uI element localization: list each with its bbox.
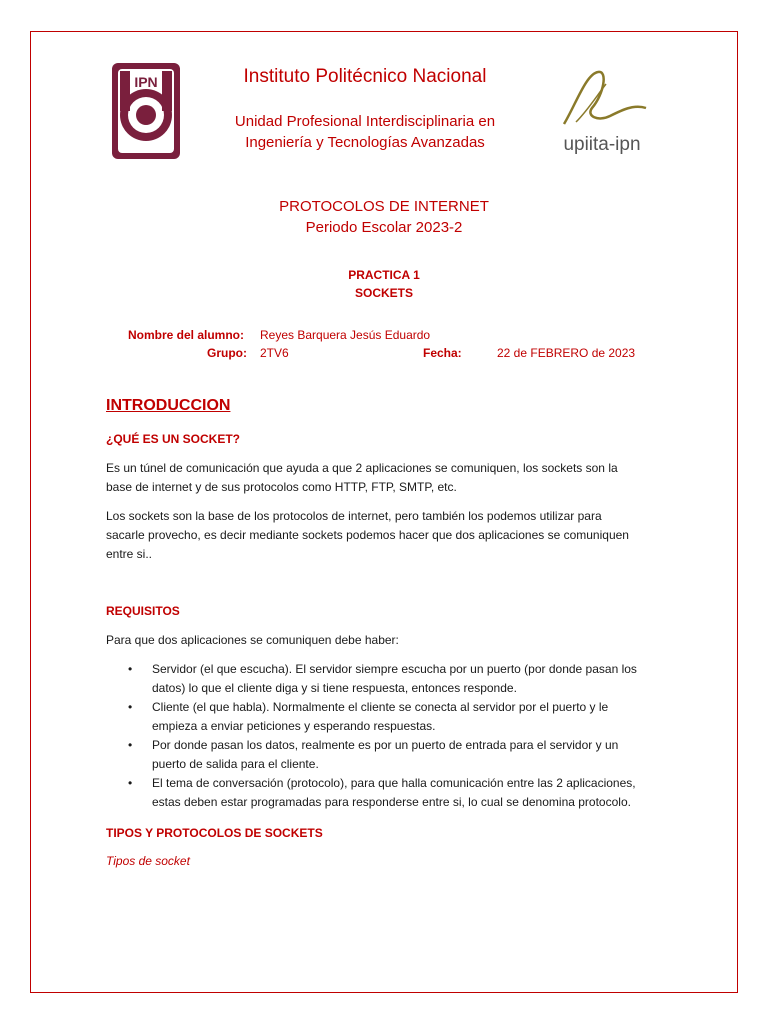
list-item [128, 698, 668, 736]
text-line: empieza a enviar peticiones y esperando respuestas. [152, 719, 436, 733]
text-line: estas deben estar programadas para responderse entre si, lo cual se denomina protocolo. [152, 795, 631, 809]
practice-number: PRACTICA 1 [348, 268, 420, 282]
text-line: datos) lo que el cliente diga y si tiene respuesta, entonces responde. [152, 681, 517, 695]
text-line: • Por donde pasan los datos, realmente es por un puerto de entrada para el servidor y un [152, 738, 619, 752]
text-line: entre si.. [106, 547, 153, 561]
list-item [128, 660, 668, 698]
text-line: sacarle provecho, es decir mediante sockets podemos hacer que dos aplicaciones se comuniquen [106, 528, 629, 542]
requirements-intro: Para que dos aplicaciones se comuniquen debe haber: [106, 633, 399, 647]
what-heading: ¿QUÉ ES UN SOCKET? [106, 432, 241, 446]
course-period: Periodo Escolar 2023-2 [305, 219, 463, 236]
text-line: Los sockets son la base de los protocolos de internet, pero también los podemos utilizar para [106, 509, 602, 523]
text-line: Es un túnel de comunicación que ayuda a que 2 aplicaciones se comuniquen, los sockets son la [106, 461, 618, 475]
date-value: 22 de FEBRERO de 2023 [497, 346, 636, 360]
what-paragraph-1 [106, 459, 666, 497]
group-label: Grupo: [207, 346, 247, 360]
ipn-logo-text: IPN [134, 74, 158, 90]
unit-title-line-1: Unidad Profesional Interdisciplinaria en [234, 113, 496, 130]
text-line: • El tema de conversación (protocolo), para que halla comunicación entre las 2 aplicaciones, [152, 776, 636, 790]
upiita-logo-text: upiita-ipn [563, 134, 641, 155]
list-item [128, 736, 668, 774]
unit-title-line-2: Ingeniería y Tecnologías Avanzadas [245, 134, 485, 151]
text-line: puerto de salida para el cliente. [152, 757, 319, 771]
upiita-logo-icon [546, 64, 658, 156]
practice-topic: SOCKETS [354, 286, 413, 300]
types-heading: TIPOS Y PROTOCOLOS DE SOCKETS [106, 826, 323, 840]
course-name: PROTOCOLOS DE INTERNET [279, 198, 489, 215]
ipn-logo-icon [106, 55, 186, 165]
student-name-value: Reyes Barquera Jesús Eduardo [260, 328, 431, 342]
unit-title [190, 111, 540, 153]
text-line: base de internet y de sus protocolos como HTTP, FTP, SMTP, etc. [106, 480, 457, 494]
student-name-label: Nombre del alumno: [128, 328, 245, 342]
what-paragraph-2 [106, 507, 666, 564]
intro-heading: INTRODUCCION [106, 397, 231, 414]
types-subheading: Tipos de socket [106, 854, 190, 868]
course-block [0, 196, 768, 238]
institute-title: Instituto Politécnico Nacional [243, 66, 487, 87]
requirements-heading: REQUISITOS [106, 604, 180, 618]
practice-block [0, 266, 768, 302]
group-value: 2TV6 [260, 346, 289, 360]
requirements-list [128, 660, 668, 812]
text-line: • Servidor (el que escucha). El servidor siempre escucha por un puerto (por donde pasan los [152, 662, 637, 676]
list-item [128, 774, 668, 812]
text-line: • Cliente (el que habla). Normalmente el cliente se conecta al servidor por el puerto y le [152, 700, 609, 714]
date-label: Fecha: [423, 346, 462, 360]
